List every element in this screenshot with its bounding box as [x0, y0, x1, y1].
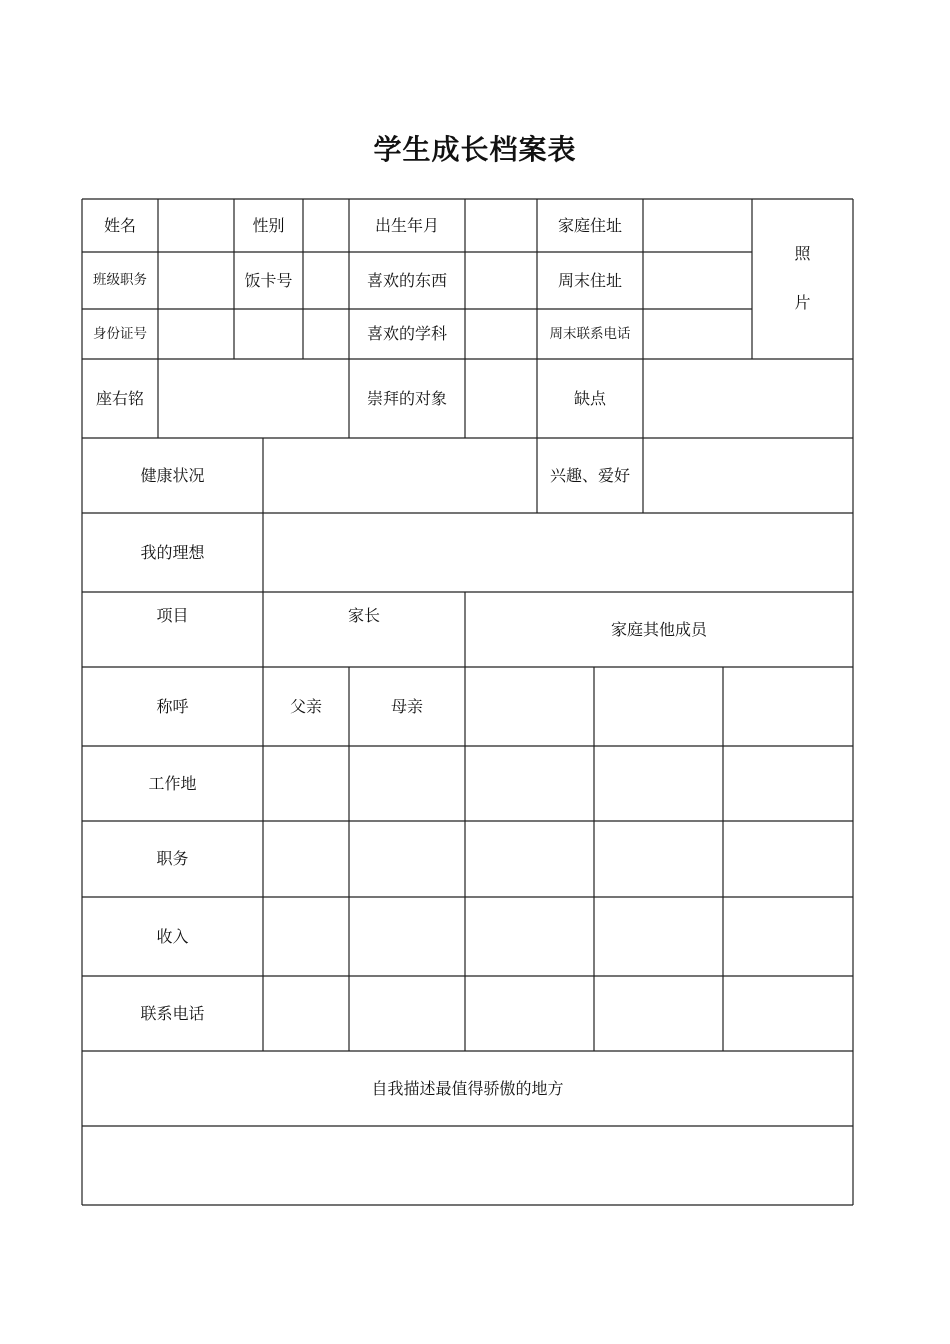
favorite-subject-field[interactable]: [465, 309, 537, 359]
position-label: 职务: [156, 849, 189, 869]
father-label: 父亲: [289, 696, 322, 716]
health-label: 健康状况: [140, 465, 205, 485]
member-1-income-field[interactable]: [465, 897, 594, 976]
name-label: 姓名: [103, 215, 136, 235]
photo-box[interactable]: [752, 199, 853, 327]
mother-income-field[interactable]: [349, 897, 465, 976]
weekend-phone-label: 周末联系电话: [549, 325, 631, 342]
weekend-phone-field[interactable]: [643, 309, 752, 359]
member-2-phone-field[interactable]: [594, 976, 723, 1051]
weekend-address-field[interactable]: [643, 252, 752, 309]
weakness-field[interactable]: [643, 359, 853, 438]
favorite-things-field[interactable]: [465, 252, 537, 309]
member-3-position-field[interactable]: [723, 821, 853, 897]
mother-phone-field[interactable]: [349, 976, 465, 1051]
gender-field[interactable]: [303, 199, 349, 252]
class-duty-label: 班级职务: [93, 272, 147, 289]
member-2-position-field[interactable]: [594, 821, 723, 897]
hobby-field[interactable]: [643, 438, 853, 513]
name-field[interactable]: [158, 199, 234, 252]
member-2-income-field[interactable]: [594, 897, 723, 976]
id-number-field[interactable]: [158, 309, 349, 359]
mother-label: 母亲: [390, 696, 423, 716]
member-2-workplace-field[interactable]: [594, 746, 723, 821]
member-1-phone-field[interactable]: [465, 976, 594, 1051]
ideal-field[interactable]: [263, 513, 853, 592]
parents-label: 家长: [347, 606, 380, 625]
idol-label: 崇拜的对象: [366, 388, 447, 408]
hobby-label: 兴趣、爱好: [549, 465, 630, 485]
member-3-phone-field[interactable]: [723, 976, 853, 1051]
mother-workplace-field[interactable]: [349, 746, 465, 821]
father-position-field[interactable]: [263, 821, 349, 897]
item-label: 项目: [156, 606, 189, 625]
page-title: 学生成长档案表: [373, 133, 577, 166]
birth-label: 出生年月: [374, 215, 439, 235]
birth-field[interactable]: [465, 199, 537, 252]
member-2-relation-field[interactable]: [594, 667, 723, 746]
motto-label: 座右铭: [95, 388, 144, 408]
favorite-subject-label: 喜欢的学科: [366, 324, 447, 344]
idol-field[interactable]: [465, 359, 537, 438]
favorite-things-label: 喜欢的东西: [366, 270, 447, 290]
member-1-relation-field[interactable]: [465, 667, 594, 746]
home-address-field[interactable]: [643, 199, 752, 252]
health-field[interactable]: [263, 438, 537, 513]
member-1-workplace-field[interactable]: [465, 746, 594, 821]
member-3-workplace-field[interactable]: [723, 746, 853, 821]
mother-position-field[interactable]: [349, 821, 465, 897]
father-income-field[interactable]: [263, 897, 349, 976]
other-members-label: 家庭其他成员: [610, 619, 707, 639]
income-label: 收入: [156, 926, 189, 946]
home-address-label: 家庭住址: [557, 215, 622, 235]
father-workplace-field[interactable]: [263, 746, 349, 821]
workplace-label: 工作地: [148, 773, 197, 793]
id-number-label: 身份证号: [93, 325, 147, 342]
meal-card-field[interactable]: [303, 252, 349, 309]
meal-card-label: 饭卡号: [244, 270, 293, 290]
proud-field[interactable]: [82, 1126, 853, 1205]
weakness-label: 缺点: [573, 388, 606, 408]
photo-label-1: 照: [794, 243, 811, 263]
gender-label: 性别: [252, 215, 285, 235]
phone-label: 联系电话: [140, 1003, 205, 1023]
father-phone-field[interactable]: [263, 976, 349, 1051]
motto-field[interactable]: [158, 359, 349, 438]
member-1-position-field[interactable]: [465, 821, 594, 897]
proud-label: 自我描述最值得骄傲的地方: [371, 1078, 564, 1098]
relation-label: 称呼: [156, 696, 189, 716]
ideal-label: 我的理想: [140, 542, 205, 562]
class-duty-field[interactable]: [158, 252, 234, 309]
photo-label-2: 片: [794, 293, 811, 312]
member-3-income-field[interactable]: [723, 897, 853, 976]
weekend-address-label: 周末住址: [557, 270, 622, 290]
member-3-relation-field[interactable]: [723, 667, 853, 746]
